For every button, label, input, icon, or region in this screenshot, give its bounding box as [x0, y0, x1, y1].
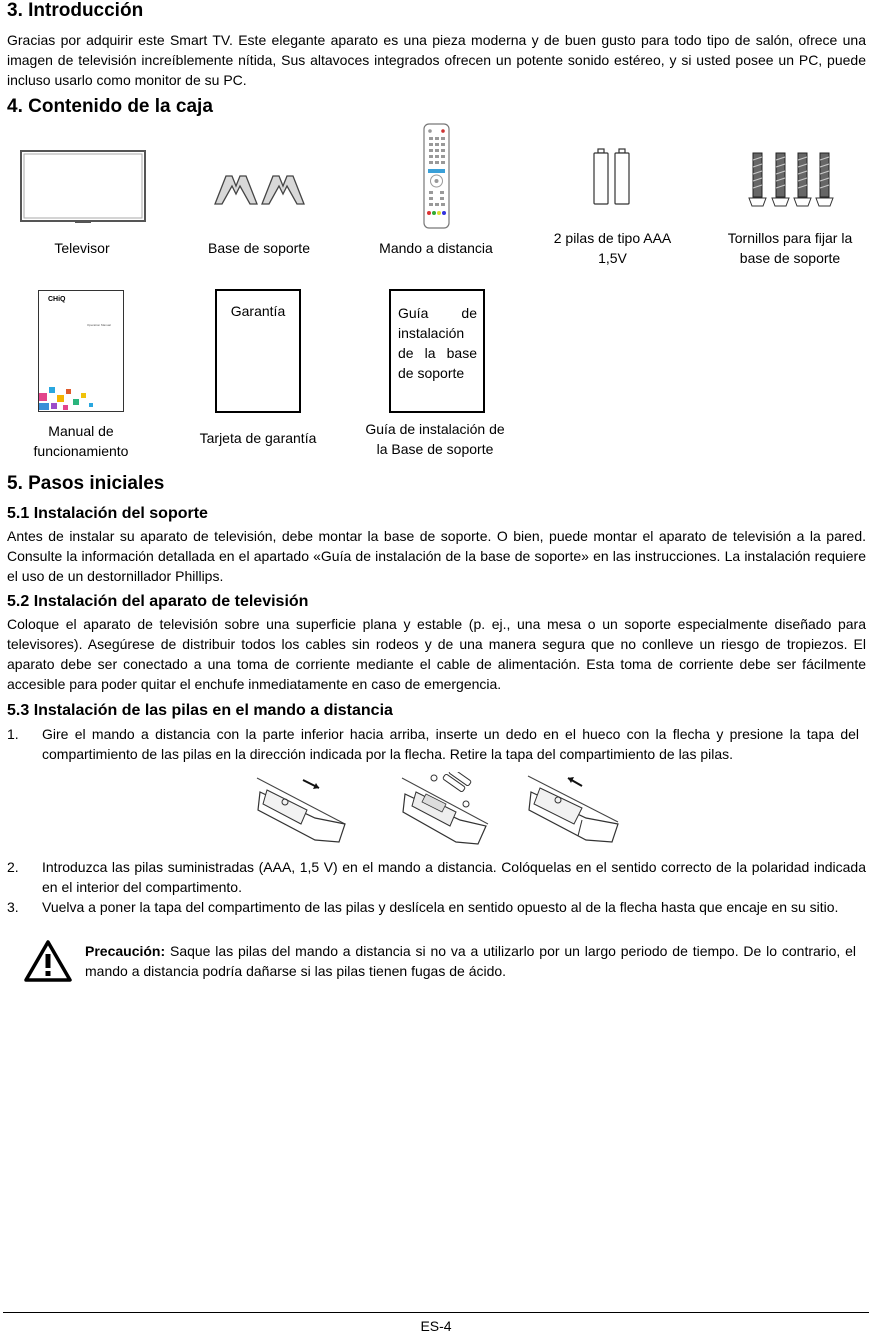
caption-manual-2: funcionamiento [33, 443, 129, 459]
caption-screws-2: base de soporte [739, 250, 841, 266]
remote-image [423, 123, 450, 229]
section-3-title: 3. Introducción [7, 0, 144, 21]
caution-label: Precaución: [85, 943, 166, 959]
section-5-1-body: Antes de instalar su aparato de televisión, debe montar la base de soporte. O bien, puede montar el aparato de televisión a la pared. Consulte la información detallada en el apartado «Guía de instalación de la base de soporte» en las instrucciones. La instalación requiere el uso de un destornillador Phillips. [7, 528, 866, 584]
batteries-image [592, 148, 632, 206]
caption-stand-guide-1: Guía de instalación de [365, 421, 505, 437]
warranty-card-label: Garantía [230, 303, 286, 319]
step-2 [7, 857, 866, 897]
warranty-card-image [215, 289, 301, 413]
manual-cover-image [38, 290, 124, 412]
caption-remote: Mando a distancia [379, 240, 493, 256]
stand-guide-image [389, 289, 485, 413]
caption-manual-1: Manual de [48, 423, 114, 439]
caption-warranty: Tarjeta de garantía [199, 430, 317, 446]
battery-cover-removal-diagram [255, 772, 351, 846]
manual-cover-graphic [39, 385, 101, 411]
step-2-number: 2. [7, 859, 19, 875]
caption-stand: Base de soporte [208, 240, 310, 256]
battery-cover-replace-diagram [526, 772, 622, 846]
step-1-text: Gire el mando a distancia con la parte inferior hacia arriba, inserte un dedo en el hueco con la flecha y presione la tapa del compartimiento de las pilas en la dirección indicada por la flecha. Retire la tapa del compartimiento de las pilas. [42, 726, 859, 762]
step-1-number: 1. [7, 726, 19, 742]
stand-guide-label: Guía de instalación de la base de soporte [398, 305, 477, 381]
step-1 [7, 724, 859, 764]
stand-image [212, 172, 306, 208]
section-3-body: Gracias por adquirir este Smart TV. Este elegante aparato es una pieza moderna y de buen gusto para todo tipo de salón, ofrece una imagen de televisión increíblemente nítida, Sus altavoces integrados ofrecen un potente sonido estéreo, y si usted posee un PC, puede incluso usarlo como monitor de su PC. [7, 32, 866, 88]
battery-insertion-diagram [400, 772, 490, 848]
footer-rule [3, 1312, 869, 1313]
step-3-text: Vuelva a poner la tapa del compartimento de las pilas y deslícela en sentido opuesto al de la flecha hasta que encaje en su sitio. [42, 899, 839, 915]
manual-cover-label: Operation Manual [87, 323, 111, 327]
section-5-title: 5. Pasos iniciales [7, 473, 165, 494]
screws-image [748, 150, 834, 210]
section-4-title: 4. Contenido de la caja [7, 96, 213, 117]
caption-stand-guide-2: la Base de soporte [376, 441, 494, 457]
caption-batteries-1: 2 pilas de tipo AAA [553, 230, 672, 246]
step-3-number: 3. [7, 899, 19, 915]
warning-triangle-icon [24, 940, 72, 982]
caption-screws-1: Tornillos para fijar la [727, 230, 853, 246]
tv-image [20, 150, 146, 224]
step-3 [7, 897, 866, 937]
caution-text: Saque las pilas del mando a distancia si no va a utilizarlo por un largo periodo de tiempo. De lo contrario, el mando a distancia podría dañarse si las pilas tienen fugas de ácido. [85, 943, 856, 979]
caption-batteries-2: 1,5V [598, 250, 627, 266]
section-5-1-title: 5.1 Instalación del soporte [7, 505, 208, 522]
manual-brand-logo: CHiQ [48, 296, 66, 303]
section-5-3-title: 5.3 Instalación de las pilas en el mando a distancia [7, 702, 393, 719]
section-5-2-title: 5.2 Instalación del aparato de televisión [7, 593, 309, 610]
step-2-text: Introduzca las pilas suministradas (AAA, 1,5 V) en el mando a distancia. Colóquelas en el sentido correcto de la polaridad indicada en el interior del compartimento. [42, 859, 866, 895]
caution-note [85, 941, 856, 981]
caption-tv: Televisor [54, 240, 110, 256]
section-5-2-body: Coloque el aparato de televisión sobre una superficie plana y estable (p. ej., una mesa o un soporte especialmente diseñado para televisores). Asegúrese de distribuir todos los cables sin rodeos y de una manera segura que no conlleve un riesgo de tropiezos. El aparato debe ser conectado a una toma de corriente mediante el cable de alimentación. Esta toma de corriente debe ser fácilmente accesible para poder quitar el enchufe inmediatamente en caso de emergencia. [7, 616, 866, 692]
page-number: ES-4 [420, 1318, 452, 1334]
